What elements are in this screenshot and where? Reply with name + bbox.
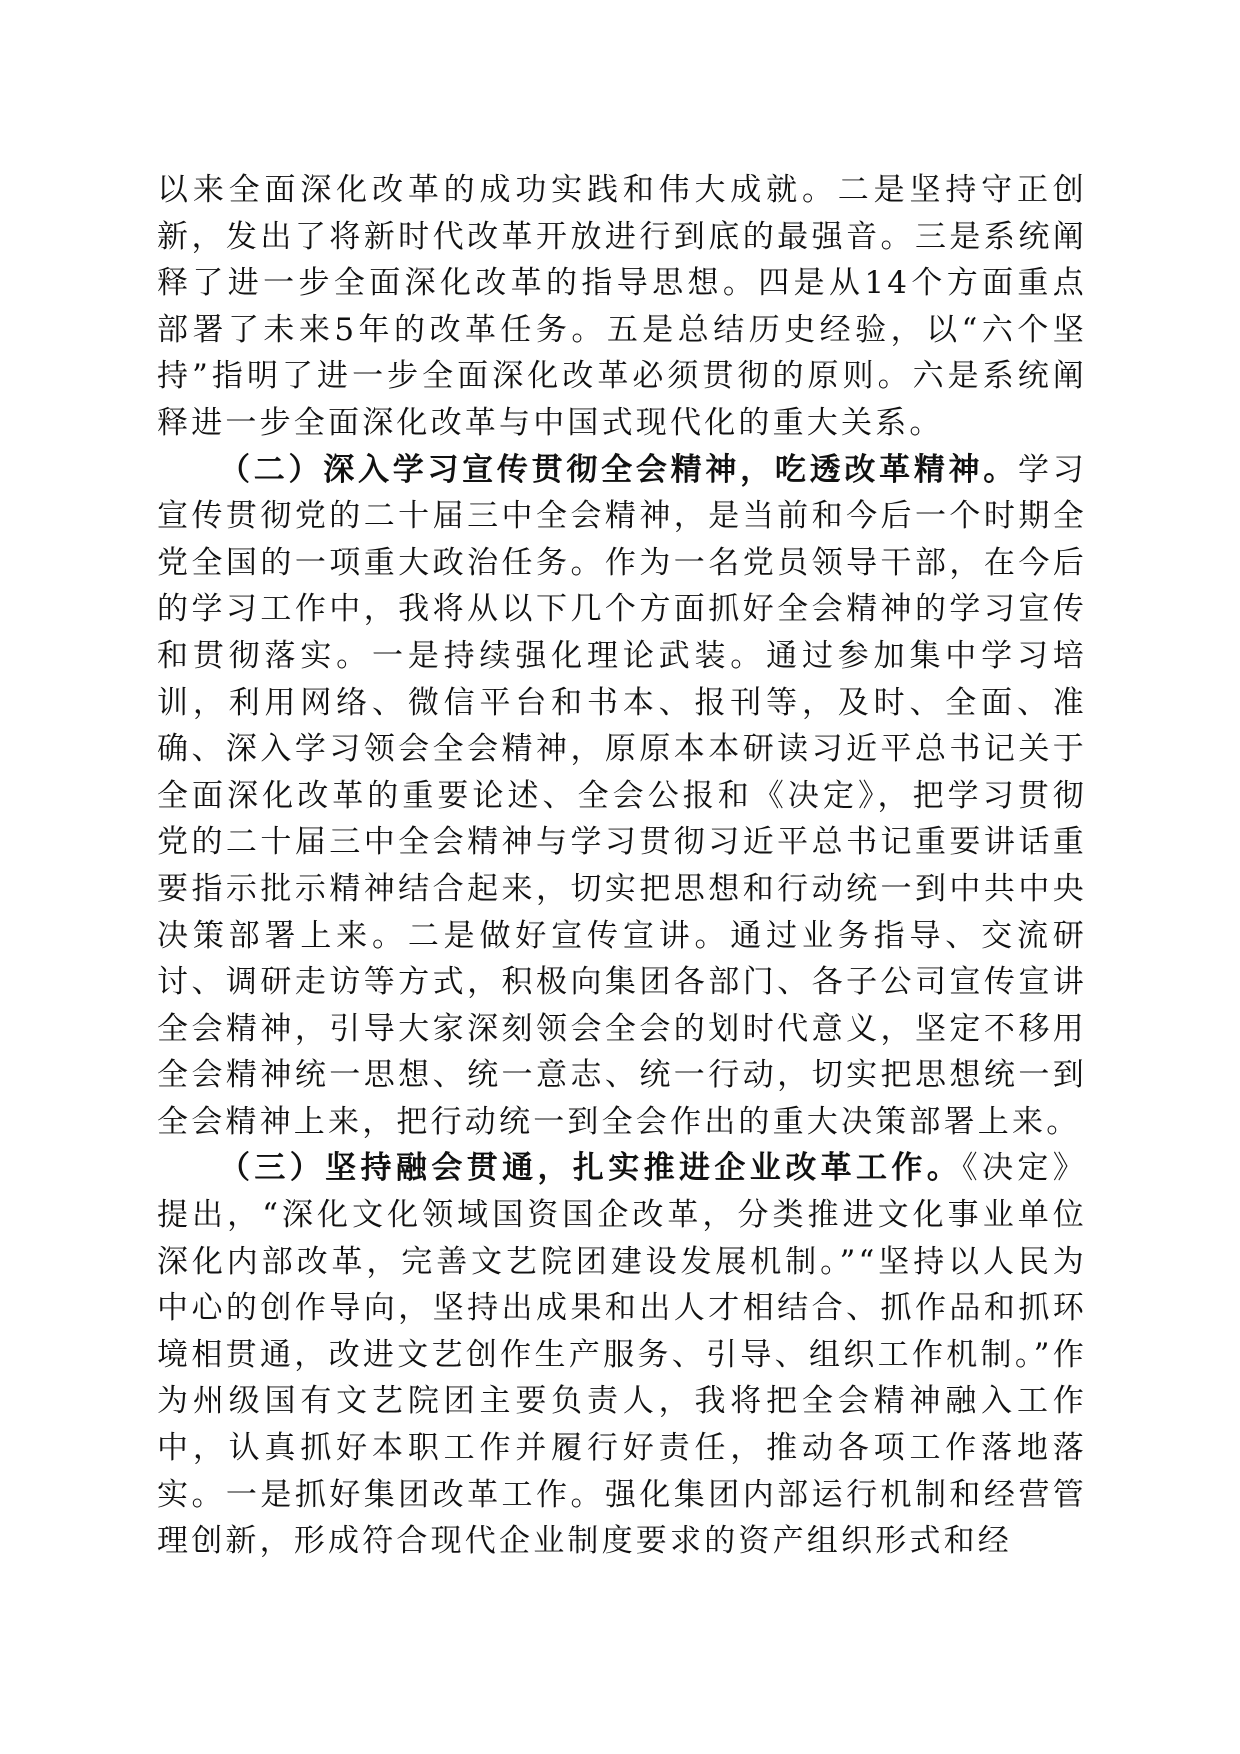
paragraph-1-text: 以来全面深化改革的成功实践和伟大成就。二是坚持守正创新，发出了将新时代改革开放进行到底的最强音。三是系统阐释了进一步全面深化改革的指导思想。四是从14个方面重点部署了未来5年的改革任务。五是总结历史经验，以“六个坚持”指明了进一步全面深化改革必须贯彻的原则。六是系统阐释进一步全面深化改革与中国式现代化的重大关系。 — [157, 172, 1087, 441]
document-page — [157, 167, 1087, 1565]
paragraph-section-3 — [157, 1145, 1087, 1564]
section-2-heading: （二）深入学习宣传贯彻全会精神，吃透改革精神。 — [219, 451, 1019, 488]
paragraph-continuation — [157, 167, 1087, 447]
section-2-text: 学习宣传贯彻党的二十届三中全会精神，是当前和今后一个时期全党全国的一项重大政治任务。作为一名党员领导干部，在今后的学习工作中，我将从以下几个方面抓好全会精神的学习宣传和贯彻落实。一是持续强化理论武装。通过参加集中学习培训，利用网络、微信平台和书本、报刊等，及时、全面、准确、深入学习领会全会精神，原原本本研读习近平总书记关于全面深化改革的重要论述、全会公报和《决定》，把学习贯彻党的二十届三中全会精神与学习贯彻习近平总书记重要讲话重要指示批示精神结合起来，切实把思想和行动统一到中共中央决策部署上来。二是做好宣传宣讲。通过业务指导、交流研讨、调研走访等方式，积极向集团各部门、各子公司宣传宣讲全会精神，引导大家深刻领会全会的划时代意义，坚定不移用全会精神统一思想、统一意志、统一行动，切实把思想统一到全会精神上来，把行动统一到全会作出的重大决策部署上来。 — [157, 451, 1087, 1140]
section-3-text: 《决定》提出，“深化文化领域国资国企改革，分类推进文化事业单位深化内部改革，完善文艺院团建设发展机制。”“坚持以人民为中心的创作导向，坚持出成果和出人才相结合、抓作品和抓环境相贯通，改进文艺创作生产服务、引导、组织工作机制。”作为州级国有文艺院团主要负责人，我将把全会精神融入工作中，认真抓好本职工作并履行好责任，推动各项工作落地落实。一是抓好集团改革工作。强化集团内部运行机制和经营管理创新，形成符合现代企业制度要求的资产组织形式和经 — [157, 1150, 1087, 1560]
section-3-heading: （三）坚持融会贯通，扎实推进企业改革工作。 — [219, 1150, 963, 1187]
paragraph-section-2 — [157, 447, 1087, 1146]
